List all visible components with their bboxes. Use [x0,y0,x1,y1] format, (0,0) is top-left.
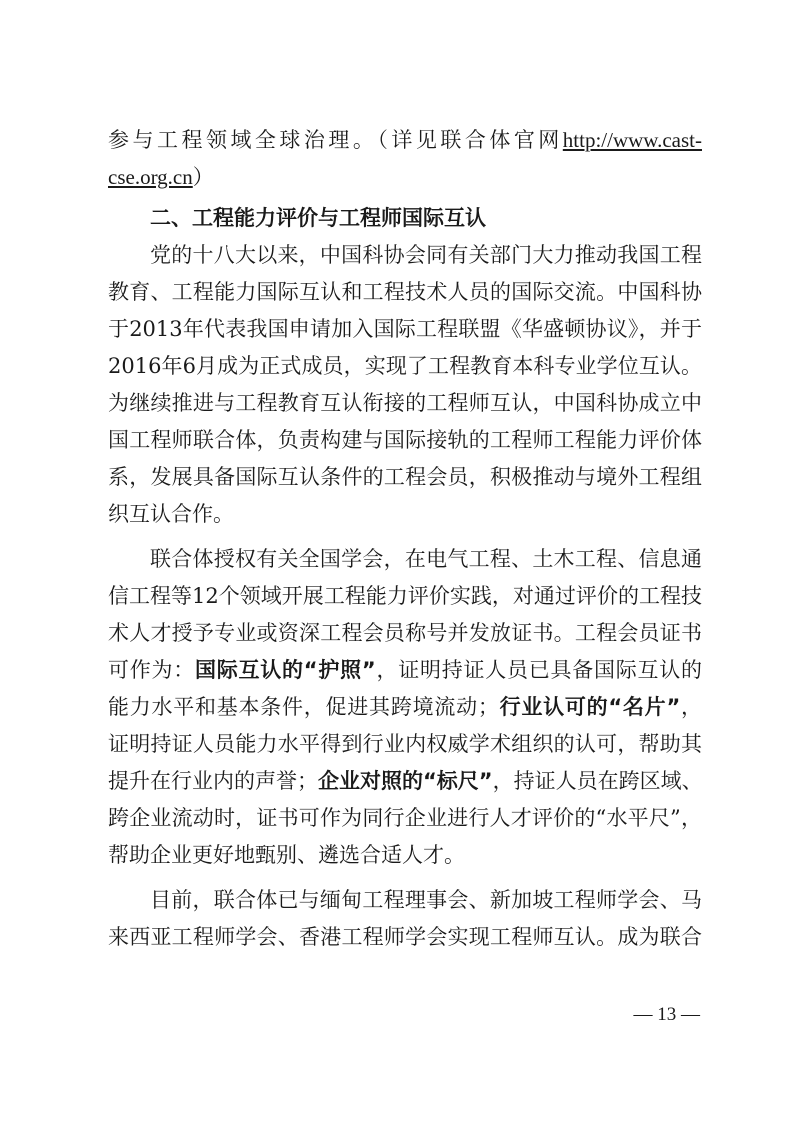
intro-line-2 [108,159,702,196]
emphasis-business-card: 行业认可的“名片” [498,695,681,719]
paragraph-line [108,763,702,800]
paragraph-1 [108,237,702,533]
website-link-part-1[interactable]: http://www.cast- [562,128,702,152]
paragraph-line [108,652,702,689]
text-run: 能力水平和基本条件，促进其跨境流动； [108,695,499,719]
text-run: ，持证人员在跨区域、 [492,769,703,793]
text-run: ， [680,695,703,719]
document-body [108,122,702,956]
paragraph-line: 于2013年代表我国申请加入国际工程联盟《华盛顿协议》，并于 [108,317,702,341]
paragraph-line: 为继续推进与工程教育互认衔接的工程师互认，中国科协成立中 [108,391,702,415]
paragraph-line: 党的十八大以来，中国科协会同有关部门大力推动我国工程 [150,243,702,267]
paragraph-line: 教育、工程能力国际互认和工程技术人员的国际交流。中国科协 [108,280,702,304]
section-heading: 二、工程能力评价与工程师国际互认 [150,206,486,230]
paragraph-line: 证明持证人员能力水平得到行业内权威学术组织的认可，帮助其 [108,732,702,756]
page-number: — 13 — [633,1004,700,1025]
paragraph-line: 帮助企业更好地甄别、遴选合适人才。 [108,843,465,867]
intro-line-1 [108,122,702,159]
emphasis-ruler: 企业对照的“标尺” [318,769,493,793]
paragraph-line: 信工程等12个领域开展工程能力评价实践，对通过评价的工程技 [108,584,702,608]
paragraph-line: 系，发展具备国际互认条件的工程会员，积极推动与境外工程组 [108,465,702,489]
emphasis-passport: 国际互认的“护照” [195,658,376,682]
text-run: 可作为： [108,658,196,682]
paragraph-line: 目前，联合体已与缅甸工程理事会、新加坡工程师学会、马 [150,888,702,912]
paragraph-3 [108,882,702,956]
paragraph-line: 联合体授权有关全国学会，在电气工程、土木工程、信息通 [150,547,702,571]
website-link-part-2[interactable]: cse.org.cn [108,165,193,189]
paragraph-line: 跨企业流动时，证书可作为同行企业进行人才评价的“水平尺”， [108,806,702,830]
paragraph-line: 2016年6月成为正式成员，实现了工程教育本科专业学位互认。 [108,354,702,378]
text-run: 提升在行业内的声誉； [108,769,318,793]
intro-text: 参与工程领域全球治理。（详见联合体官网 [108,128,563,152]
paragraph-2 [108,541,702,874]
intro-close-paren: ） [192,165,214,189]
text-run: ，证明持证人员已具备国际互认的 [375,658,703,682]
paragraph-line [108,689,702,726]
paragraph-line: 来西亚工程师学会、香港工程师学会实现工程师互认。成为联合 [108,925,702,949]
paragraph-line: 国工程师联合体，负责构建与国际接轨的工程师工程能力评价体 [108,428,702,452]
paragraph-line: 织互认合作。 [108,502,234,526]
paragraph-line: 术人才授予专业或资深工程会员称号并发放证书。工程会员证书 [108,621,702,645]
